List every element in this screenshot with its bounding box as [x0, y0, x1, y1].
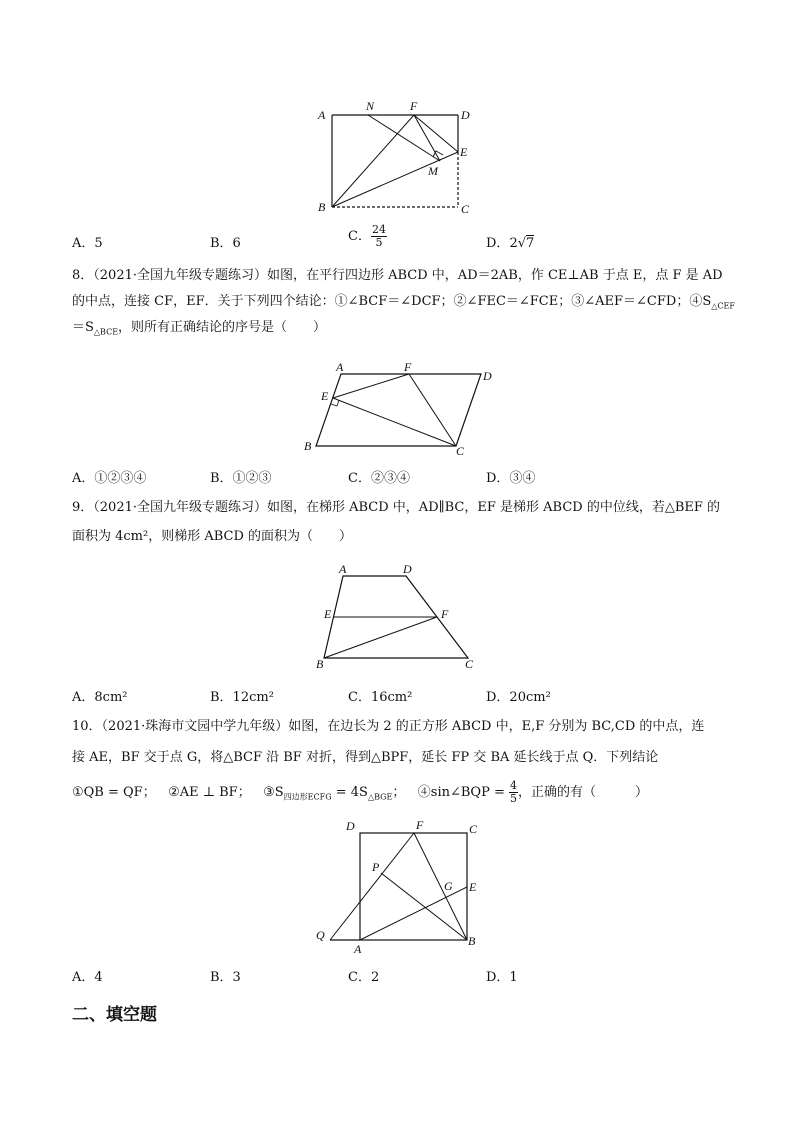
q9-option-a[interactable]: A．8cm² — [72, 690, 128, 705]
q7-option-d-coef: 2 — [509, 236, 518, 251]
section-heading: 二、填空题 — [72, 1005, 157, 1025]
q10-label-b: B — [468, 934, 476, 948]
q10-label-q: Q — [316, 928, 325, 942]
q7-label-d: D — [461, 108, 470, 122]
q9-option-c[interactable]: C．16cm² — [348, 690, 413, 705]
q8-option-b[interactable]: B．①②③ — [210, 471, 272, 486]
q7-option-d-radicand: 7 — [526, 236, 535, 251]
q10-option-a[interactable]: A．4 — [72, 970, 103, 985]
q8-line3: $=S_{\triangle BCE}$，则所有正确结论的序号是（ ） — [72, 320, 327, 337]
q8-label-a: A — [336, 360, 344, 374]
q9-label-c: C — [465, 657, 474, 671]
q10-line1: 10．（2021·珠海市文园中学九年级）如图，在边长为 2 的正方形 ABCD 中，E,F 分别为 BC,CD 的中点，连 — [72, 719, 705, 734]
q8-label-d: D — [483, 369, 492, 383]
q7-option-a[interactable]: A．5 — [72, 236, 103, 251]
q7-label-m: M — [428, 164, 438, 178]
q10-option-c[interactable]: C．2 — [348, 970, 380, 985]
q10-conclusion-4: ④sin∠BQP = $\frac{4}{5}$ ，正确的有（ ） — [417, 779, 649, 805]
q7-option-c[interactable] — [348, 224, 387, 249]
q7-label-a: A — [318, 108, 326, 122]
q7-option-d[interactable] — [486, 232, 534, 251]
q10-conclusion-2: ②AE ⊥ BF； — [168, 785, 251, 800]
q9-option-d[interactable]: D．20cm² — [486, 690, 551, 705]
q8-option-c[interactable]: C．②③④ — [348, 471, 410, 486]
q10-option-d[interactable]: D．1 — [486, 970, 518, 985]
q10-line2: 接 AE，BF 交于点 G，将△BCF 沿 BF 对折，得到△BPF，延长 FP 交 BA 延长线于点 Q．下列结论 — [72, 750, 659, 765]
q10-label-d: D — [346, 819, 355, 833]
q8-label-c: C — [456, 444, 465, 458]
q10-label-g: G — [444, 879, 453, 893]
q7-option-c-prefix: C． — [348, 229, 371, 244]
q10-line3 — [72, 780, 648, 811]
q8-label-b: B — [304, 439, 312, 453]
q7-label-b: B — [318, 200, 326, 214]
q8-line1: 8．（2021·全国九年级专题练习）如图，在平行四边形 ABCD 中，AD＝2AB，作 CE⊥AB 于点 E，点 F 是 AD — [72, 268, 723, 283]
q10-label-p: P — [372, 860, 380, 874]
q7-label-f: F — [410, 99, 418, 113]
q10-label-e: E — [469, 880, 477, 894]
q8-label-f: F — [404, 360, 412, 374]
q7-label-c: C — [461, 202, 470, 216]
q9-line1: 9．（2021·全国九年级专题练习）如图，在梯形 ABCD 中，AD∥BC，EF 是梯形 ABCD 的中位线，若△BEF 的 — [72, 500, 721, 515]
q9-line2: 面积为 4cm²，则梯形 ABCD 的面积为（ ） — [72, 529, 353, 544]
q9-label-d: D — [403, 562, 412, 576]
q7-figure — [310, 95, 485, 220]
q9-label-a: A — [339, 562, 347, 576]
q7-option-d-prefix: D． — [486, 236, 510, 251]
q9-option-b[interactable]: B．12cm² — [210, 690, 274, 705]
q8-option-a[interactable]: A．①②③④ — [72, 471, 147, 486]
q8-line2: 的中点，连接 CF，EF．关于下列四个结论：①∠BCF＝∠DCF；②∠FEC＝∠FCE；③∠AEF＝∠CFD；$④S_{\triangle CEF}$ — [72, 294, 735, 311]
q9-figure — [310, 560, 490, 675]
q7-option-b[interactable]: B．6 — [210, 236, 241, 251]
q10-conclusion-1: ①QB = QF； — [72, 785, 156, 800]
q7-label-e: E — [460, 145, 468, 159]
q10-option-b[interactable]: B．3 — [210, 970, 241, 985]
q7-label-n: N — [366, 99, 375, 113]
q8-option-d[interactable]: D．③④ — [486, 471, 536, 486]
sqrt-icon: √ — [517, 236, 527, 251]
q8-figure — [298, 358, 503, 458]
q10-label-a: A — [354, 942, 362, 955]
q7-option-c-fraction: $\frac{24}{5}$ — [371, 223, 386, 249]
q10-label-f: F — [416, 818, 424, 832]
q10-figure — [310, 815, 495, 955]
q8-label-e: E — [321, 389, 329, 403]
q9-label-b: B — [316, 657, 324, 671]
q9-label-f: F — [441, 607, 449, 621]
q9-label-e: E — [324, 607, 332, 621]
q10-label-c: C — [469, 822, 478, 836]
q10-conclusion-3: $③S_{四边形ECFG} = 4S_{\triangle BGE}$； — [263, 785, 406, 802]
